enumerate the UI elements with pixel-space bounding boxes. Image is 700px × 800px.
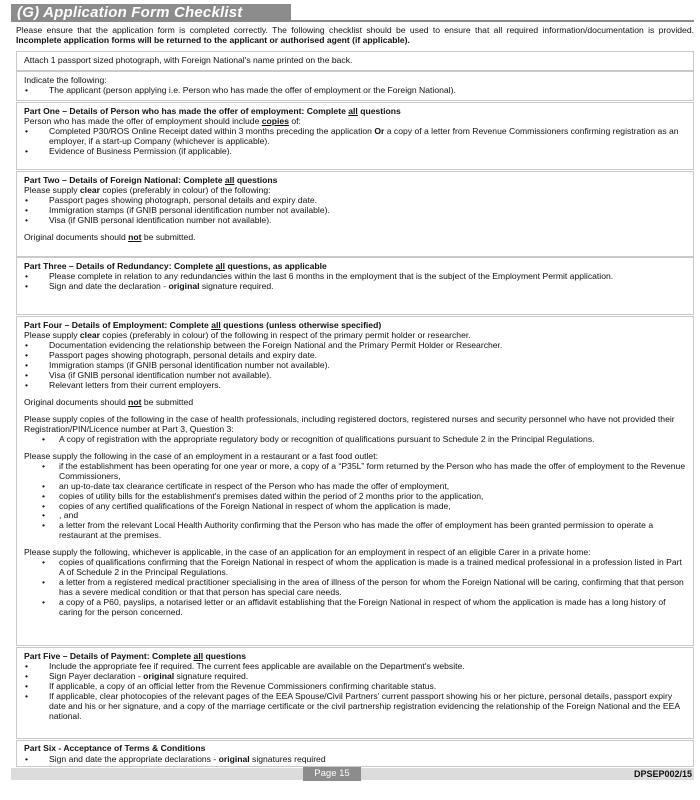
list-item: • Evidence of Business Permission (if applicable). <box>24 147 686 157</box>
list-item: • Sign and date the appropriate declarations - original signatures required <box>24 755 686 765</box>
list-item: • Sign and date the declaration - original signature required. <box>24 282 686 292</box>
document-code: DPSEP002/15 <box>633 769 692 779</box>
list-item: • If applicable, a copy of an official letter from the Revenue Commissioners confirming charitable status. <box>24 682 686 692</box>
title-rule <box>291 20 694 22</box>
photo-box <box>16 51 694 71</box>
indicate-box <box>16 71 694 101</box>
part-three-heading: Part Three – Details of Redundancy: Complete all questions, as applicable <box>24 261 327 271</box>
list-item: • Sign Payer declaration - original signature required. <box>24 672 686 682</box>
indicate-label: Indicate the following: <box>24 75 107 85</box>
list-item: • Immigration stamps (if GNIB personal identification number not available). <box>24 206 686 216</box>
list-item: • Visa (if GNIB personal identification number not available). <box>24 371 686 381</box>
list-item: • A copy of registration with the appropriate regulatory body or recognition of qualifications pursuant to Schedule 2 in the Principal Regulations. <box>24 435 686 445</box>
intro-text: Please ensure that the application form is completed correctly. The following checklist should be used to ensure that all required information/documentation is provided. Incomplete application forms will be returned to the applicant or authorised agent (if applicable). <box>16 25 694 45</box>
part-six-box <box>16 740 694 767</box>
restaurant-intro: Please supply the following in the case of an employment in a restaurant or a fast food outlet: <box>24 450 378 461</box>
section-title: (G) Application Form Checklist <box>11 4 291 22</box>
list-item: • Immigration stamps (if GNIB personal identification number not available). <box>24 361 686 371</box>
list-item: • copies of any certified qualifications of the Foreign National in respect of whom the application is made, <box>24 502 686 512</box>
page-number: Page 15 <box>303 767 361 781</box>
part-six-heading: Part Six - Acceptance of Terms & Conditions <box>24 743 206 753</box>
part-five-heading: Part Five – Details of Payment: Complete all questions <box>24 651 247 661</box>
part-four-heading: Part Four – Details of Employment: Complete all questions (unless otherwise specified) <box>24 320 382 330</box>
part-one-intro: Person who has made the offer of employment should include copies of: <box>24 115 301 126</box>
list-item: • copies of qualifications confirming that the Foreign National in respect of whom the application is made is a trained medical professional in a profession listed in Part A of Schedule 2 in the Principal Regulations. <box>24 558 686 578</box>
part-three-box <box>16 257 694 315</box>
health-intro: Please supply copies of the following in the case of health professionals, including registered doctors, registered nurses and security personnel who have not provided their Registration/PIN/Licence number at Part 3, Question 3: <box>24 413 675 434</box>
list-item: • a letter from the relevant Local Health Authority confirming that the Person who has made the offer of employment has been granted permission to operate a restaurant at the premises. <box>24 521 686 541</box>
list-item: • Passport pages showing photograph, personal details and expiry date. <box>24 351 686 361</box>
carer-intro: Please supply the following, whichever is applicable, in the case of an application for an employment in respect of an eligible Carer in a private home: <box>24 547 591 558</box>
part-two-heading: Part Two – Details of Foreign National: Complete all questions <box>24 175 278 185</box>
list-item: • a copy of a P60, payslips, a notarised letter or an affidavit establishing that the Foreign National in respect of whom the application is made has a long history of caring for the person concerned. <box>24 598 686 618</box>
part-five-box <box>16 647 694 739</box>
part-two-intro: Please supply clear copies (preferably in colour) of the following: <box>24 184 271 195</box>
list-item: • Completed P30/ROS Online Receipt dated within 3 months preceding the application Or a copy of a letter from Revenue Commissioners confirming registration as an employer, if a start-up Company (whichever is applicable). <box>24 127 686 147</box>
list-item: • The applicant (person applying i.e. Person who has made the offer of employment or the Foreign National). <box>24 86 686 96</box>
list-item: • Visa (if GNIB personal identification number not available). <box>24 216 686 226</box>
list-item: • Please complete in relation to any redundancies within the last 6 months in the employment that is the subject of the Employment Permit application. <box>24 272 686 282</box>
part-two-note: Original documents should not be submitted. <box>24 231 196 242</box>
list-item: • Include the appropriate fee if required. The current fees applicable are available on the Department's website. <box>24 662 686 672</box>
photo-text: Attach 1 passport sized photograph, with Foreign National's name printed on the back. <box>24 55 353 65</box>
part-two-box <box>16 171 694 257</box>
part-four-box <box>16 316 694 646</box>
list-item: • if the establishment has been operating for one year or more, a copy of a “P35L” form returned by the Person who has made the offer of employment to the Revenue Commissioners, <box>24 462 686 482</box>
list-item: • Documentation evidencing the relationship between the Foreign National and the Primary Permit Holder or Researcher. <box>24 341 686 351</box>
list-item: • an up-to-date tax clearance certificate in respect of the Person who has made the offer of employment, <box>24 482 686 492</box>
list-item: • If applicable, clear photocopies of the relevant pages of the EEA Spouse/Civil Partners' current passport showing his or her picture, personal details, passport expiry date and his or her signature, and a copy of the marriage certificate or the civil partnership registration evidencing the relationship of the Foreign National and the EEA national. <box>24 692 686 722</box>
list-item: • , and <box>24 511 686 521</box>
part-four-intro: Please supply clear copies (preferably in colour) of the following in respect of the primary permit holder or researcher. <box>24 329 471 340</box>
part-one-heading: Part One – Details of Person who has made the offer of employment: Complete all questions <box>24 106 401 116</box>
list-item: • Passport pages showing photograph, personal details and expiry date. <box>24 196 686 206</box>
part-four-note: Original documents should not be submitted <box>24 396 194 407</box>
list-item: • Relevant letters from their current employers. <box>24 381 686 391</box>
part-one-box <box>16 102 694 170</box>
list-item: • a letter from a registered medical practitioner specialising in the area of illness of the person for whom the Foreign National will be caring, confirming that that person has a severe medical condition or that that person has special care needs. <box>24 578 686 598</box>
list-item: • copies of utility bills for the establishment's premises dated within the period of 2 months prior to the application, <box>24 492 686 502</box>
